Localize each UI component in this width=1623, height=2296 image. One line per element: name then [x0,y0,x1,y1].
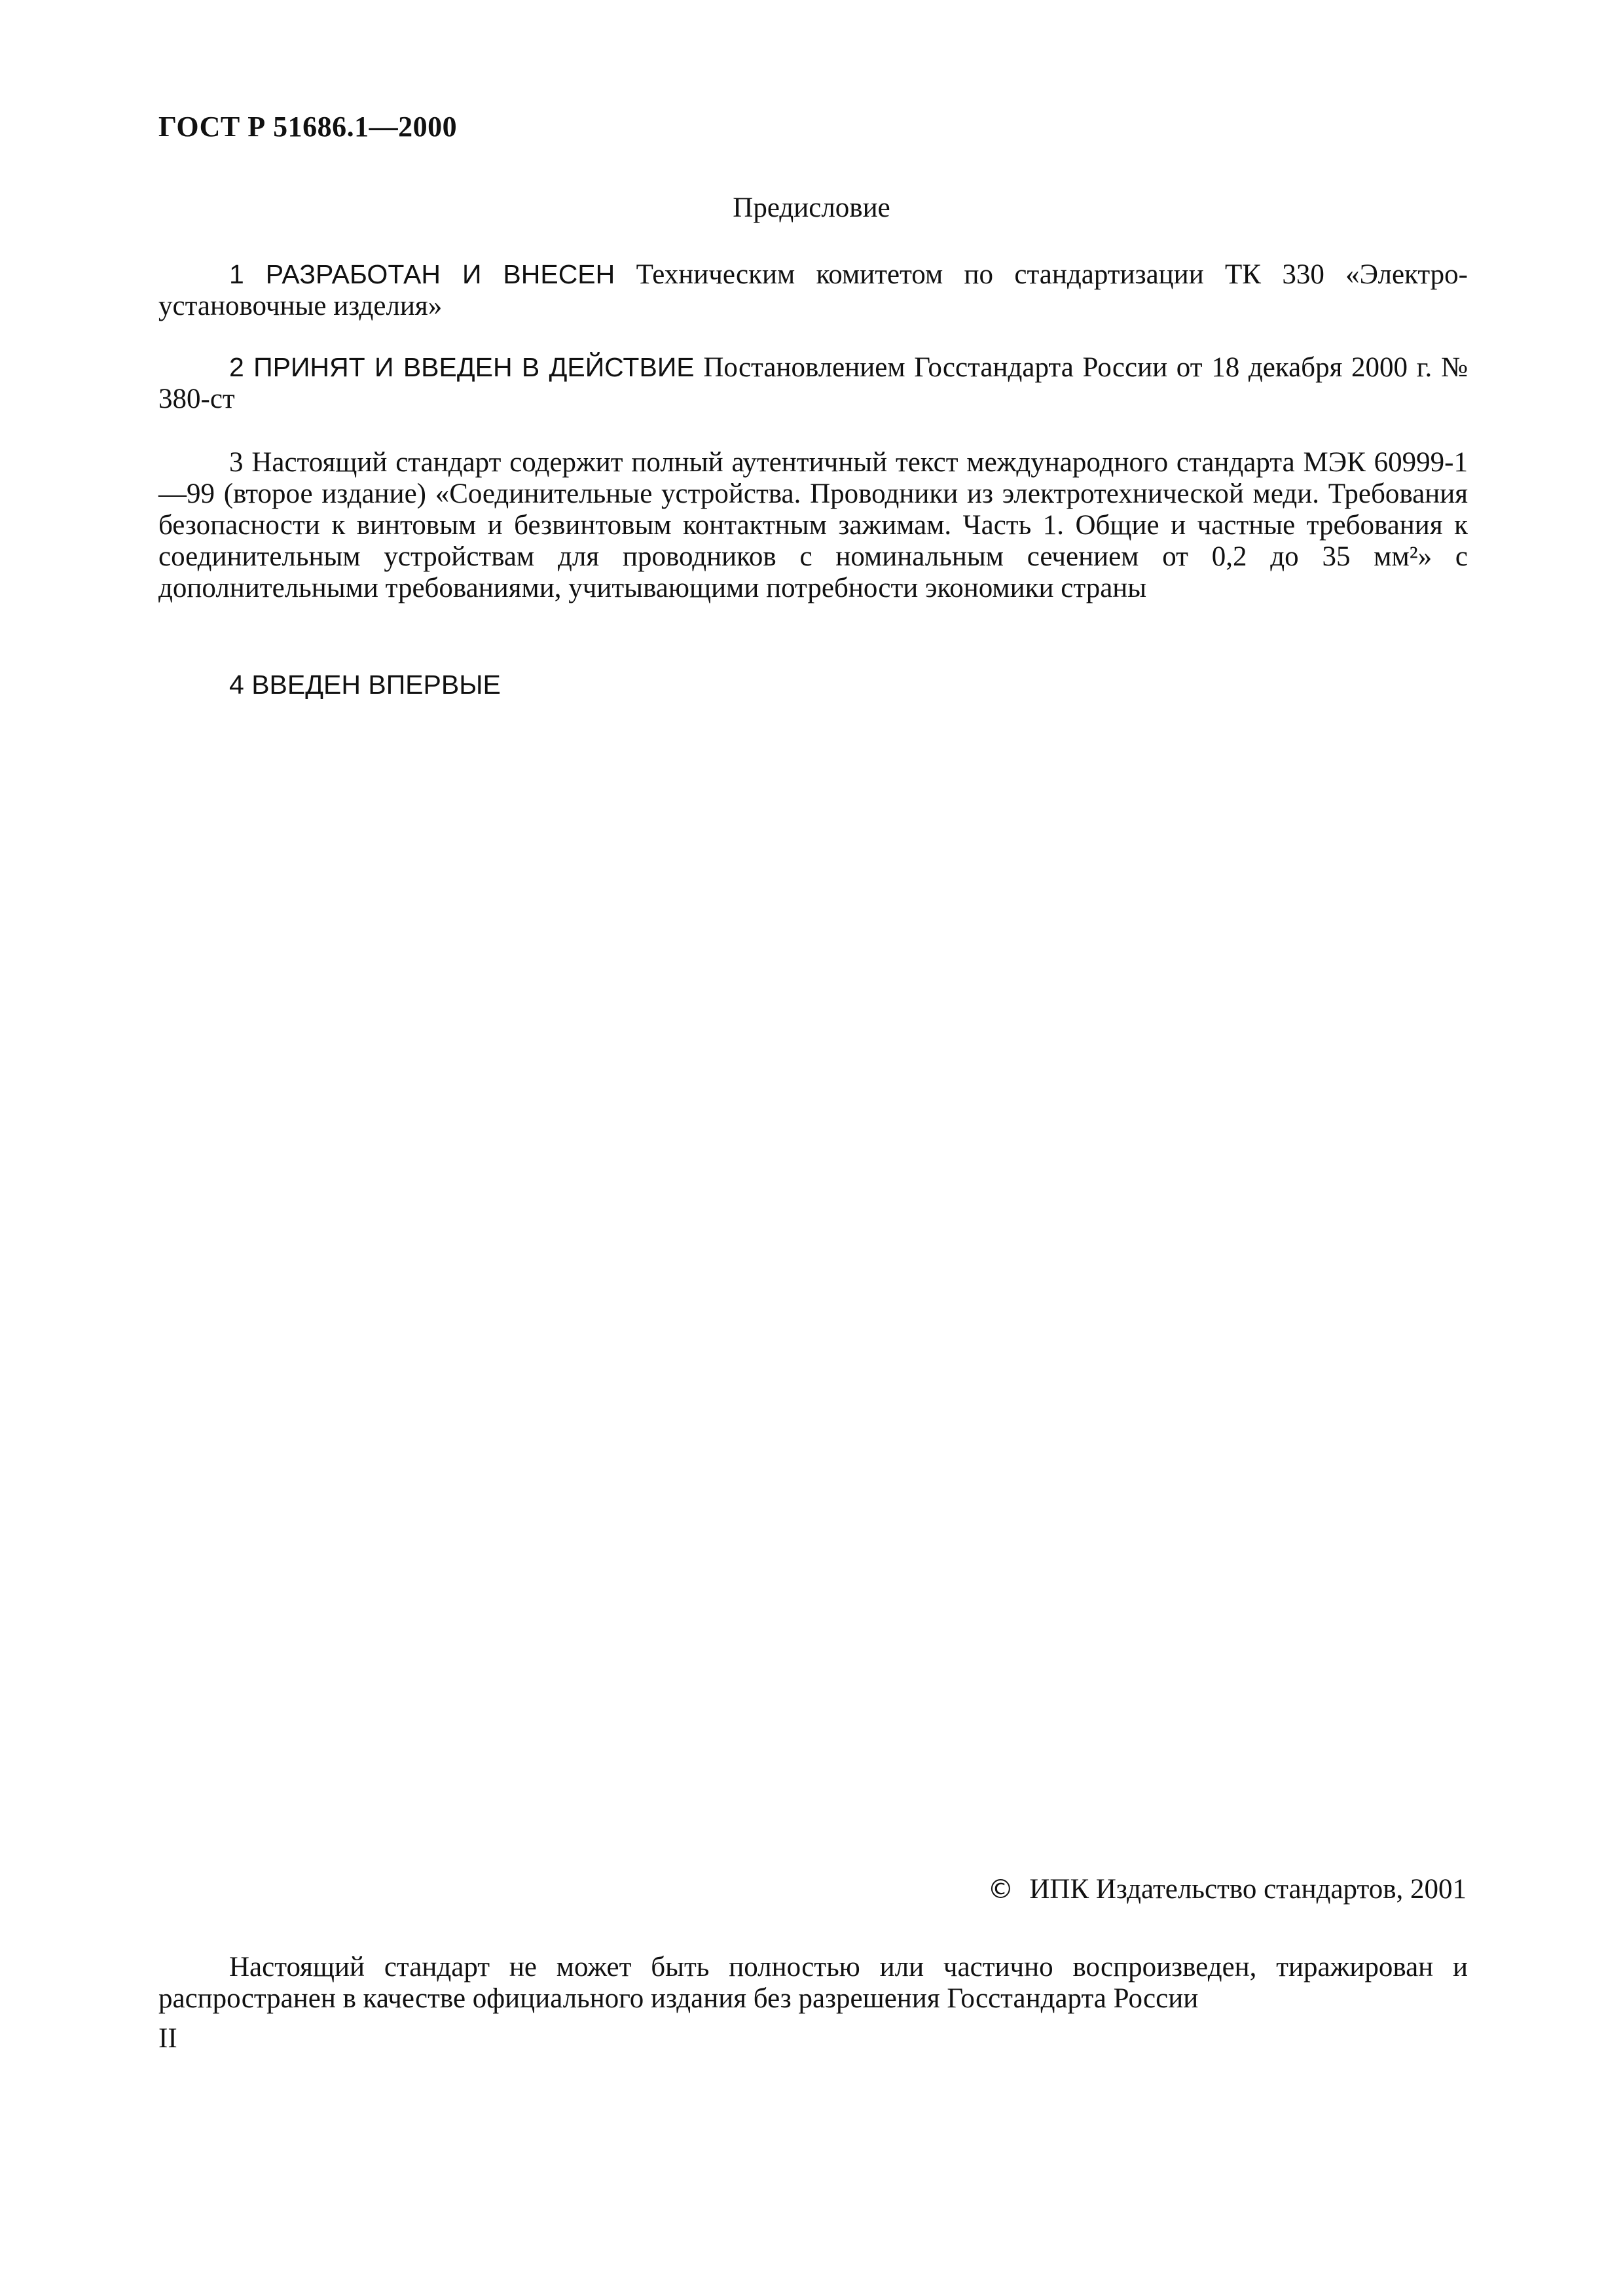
foreword-item-3 [158,447,1468,604]
foreword-item-4-lead: 4 ВВЕДЕН ВПЕРВЫЕ [229,670,501,700]
standard-code: ГОСТ Р 51686.1—2000 [158,111,458,143]
page-number: II [158,2023,177,2054]
foreword-item-4 [158,669,1468,701]
foreword-item-1 [158,259,1468,322]
foreword-item-1-text: Техническим комитетом по стандартизации ТК 330 «Электро-установочные изделия» [158,259,1468,321]
copyright-icon: © [987,1874,1014,1905]
reproduction-notice: Настоящий стандарт не может быть полностью или частично воспроизведен, тиражирован и распространен в качестве официального издания без разрешения Госстандарта России [158,1952,1468,2014]
foreword-item-3-text: 3 Настоящий стандарт содержит полный аутентичный текст международного стандарта МЭК 60999-1—99 (второе издание) «Соединительные устройства. Проводники из электротехнической меди. Требования безопасности к винтовым и безвинтовым контактным зажимам. Часть 1. Общие и частные требования к соединительным устройствам для проводников с номинальным сечением от 0,2 до 35 мм²» с дополнительными требованиями, учитывающими потребности экономики страны [158,447,1468,603]
foreword-title: Предисловие [733,192,890,223]
copyright-line [987,1873,1467,1905]
foreword-item-2-text: Постановлением Госстандарта России от 18 декабря 2000 г. № 380-ст [158,352,1468,414]
foreword-item-2 [158,351,1468,415]
copyright-text: ИПК Издательство стандартов, 2001 [1029,1874,1467,1905]
foreword-item-1-lead: 1 РАЗРАБОТАН И ВНЕСЕН [229,259,615,289]
foreword-item-2-lead: 2 ПРИНЯТ И ВВЕДЕН В ДЕЙСТВИЕ [229,352,695,382]
